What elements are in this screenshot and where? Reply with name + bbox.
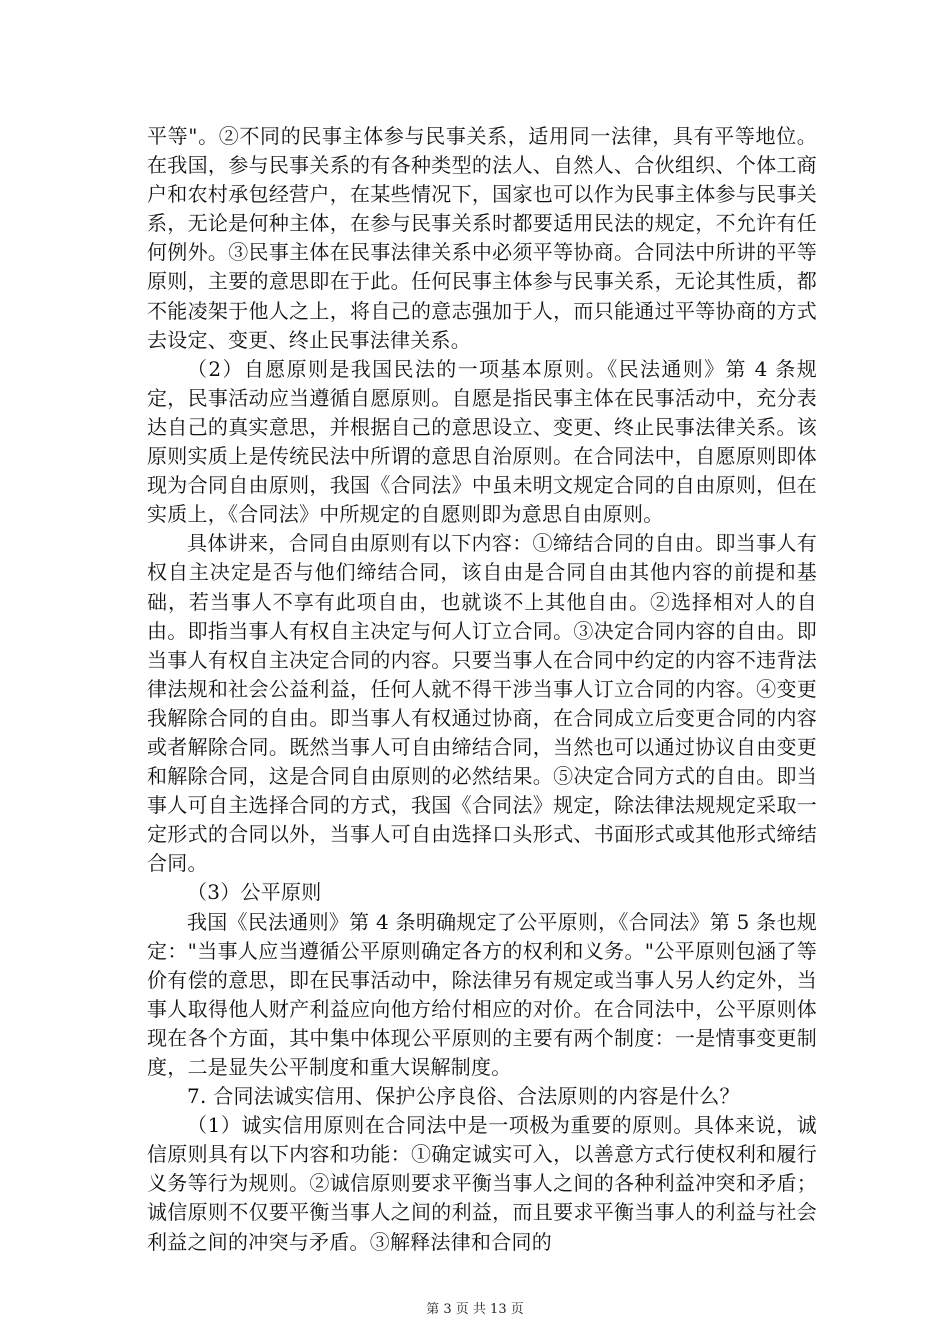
paragraph-good-faith-principle: （1）诚实信用原则在合同法中是一项极为重要的原则。具体来说，诚信原则具有以下内容和功能：①确定诚实可入，以善意方式行使权利和履行义务等行为规则。②诚信原则要求平衡当事人之间的各种利益冲突和矛盾；诚信原则不仅要平衡当事人之间的利益，而且要求平衡当事人的利益与社会利益之间的冲突与矛盾。③解释法律和合同的 [147, 1113, 817, 1254]
document-body [147, 122, 817, 1257]
paragraph-fairness-principle: 我国《民法通则》第 4 条明确规定了公平原则，《合同法》第 5 条也规定："当事人应当遵循公平原则确定各方的权利和义务。"公平原则包涵了等价有偿的意思，即在民事活动中，除法律另有规定或当事人另人约定外，当事人取得他人财产利益应向他方给付相应的对价。在合同法中，公平原则体现在各个方面，其中集中体现公平原则的主要有两个制度：一是情事变更制度，二是显失公平制度和重大误解制度。 [147, 909, 817, 1079]
paragraph-equality-continued: 平等"。②不同的民事主体参与民事关系，适用同一法律，具有平等地位。在我国，参与民事关系的有各种类型的法人、自然人、合伙组织、个体工商户和农村承包经营户，在某些情况下，国家也可以作为民事主体参与民事关系，无论是何种主体，在参与民事关系时都要适用民法的规定，不允许有任何例外。③民事主体在民事法律关系中必须平等协商。合同法中所讲的平等原则，主要的意思即在于此。任何民事主体参与民事关系，无论其性质，都不能凌架于他人之上，将自己的意志强加于人，而只能通过平等协商的方式去设定、变更、终止民事法律关系。 [147, 124, 817, 352]
paragraph-voluntary-principle: （2）自愿原则是我国民法的一项基本原则。《民法通则》第 4 条规定，民事活动应当遵循自愿原则。自愿是指民事主体在民事活动中，充分表达自己的真实意思，并根据自己的意思设立、变更、终止民事法律关系。该原则实质上是传统民法中所谓的意思自治原则。在合同法中，自愿原则即体现为合同自由原则，我国《合同法》中虽未明文规定合同的自由原则，但在实质上，《合同法》中所规定的自愿则即为意思自由原则。 [147, 356, 817, 527]
heading-fairness-principle: （3）公平原则 [187, 880, 322, 905]
page-number-footer: 第 3 页 共 13 页 [426, 1302, 524, 1317]
question-heading-7: 7. 合同法诚实信用、保护公序良俗、合法原则的内容是什么？ [187, 1084, 740, 1109]
paragraph-contract-freedom: 具体讲来，合同自由原则有以下内容：①缔结合同的自由。即当事人有权自主决定是否与他们缔结合同，该自由是合同自由其他内容的前提和基础，若当事人不享有此项自由，也就谈不上其他自由。②选择相对人的自由。即指当事人有权自主决定与何人订立合同。③决定合同内容的自由。即当事人有权自主决定合同的内容。只要当事人在合同中约定的内容不违背法律法规和社会公益利益，任何人就不得干涉当事人订立合同的内容。④变更我解除合同的自由。即当事人有权通过协商，在合同成立后变更合同的内容或者解除合同。既然当事人可自由缔结合同，当然也可以通过协议自由变更和解除合同，这是合同自由原则的必然结果。⑤决定合同方式的自由。即当事人可自主选择合同的方式，我国《合同法》规定，除法律法规规定采取一定形式的合同以外，当事人可自由选择口头形式、书面形式或其他形式缔结合同。 [147, 531, 817, 876]
